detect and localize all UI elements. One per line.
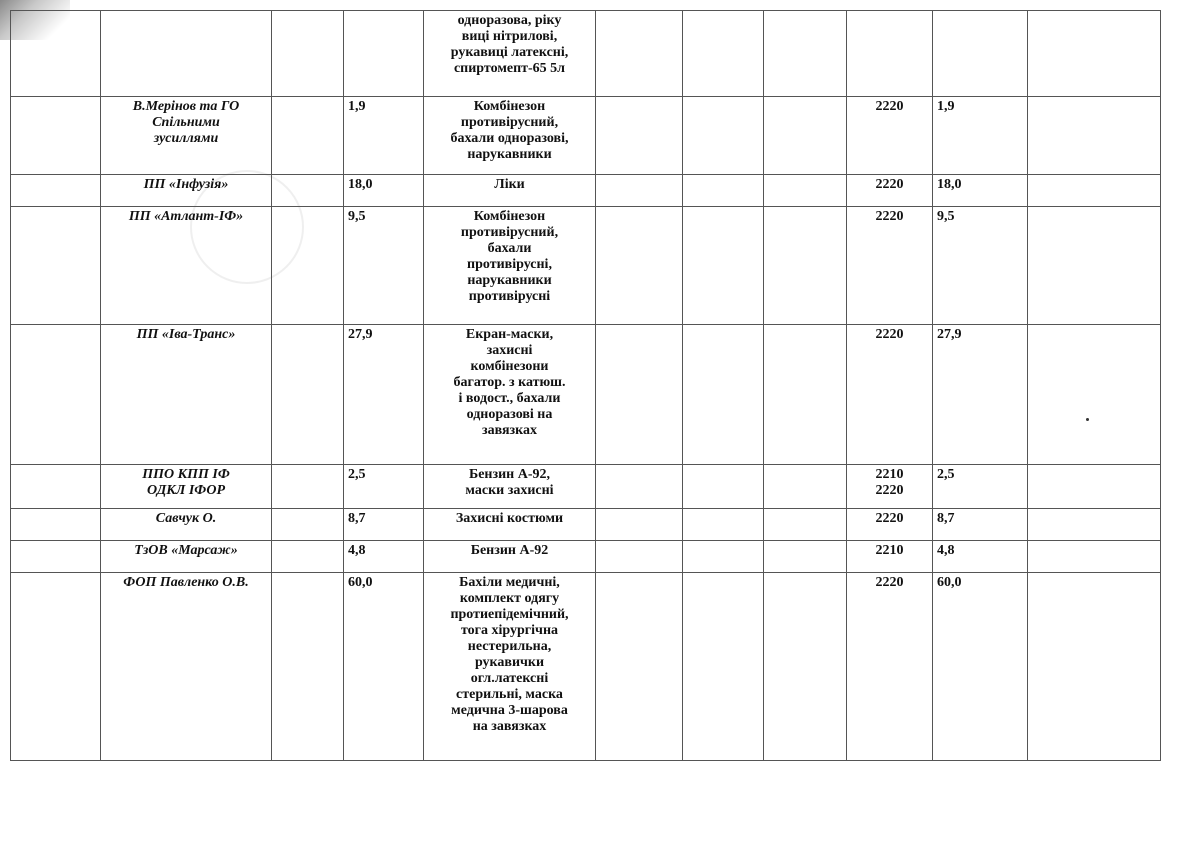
empty-cell xyxy=(1028,97,1161,175)
empty-cell xyxy=(1028,207,1161,325)
supplier-name: ПП «Інфузія» xyxy=(101,175,272,207)
row-index-cell xyxy=(11,573,101,761)
empty-cell xyxy=(272,175,344,207)
empty-cell xyxy=(764,97,847,175)
item-description: Комбінезон противірусний, бахали противірусні, нарукавники противірусні xyxy=(424,207,596,325)
empty-cell xyxy=(272,465,344,509)
empty-cell xyxy=(764,11,847,97)
supplier-name: ПП «Атлант-ІФ» xyxy=(101,207,272,325)
sum-value: 27,9 xyxy=(933,325,1028,465)
kekv-code: 2210 2220 xyxy=(847,465,933,509)
table-row xyxy=(11,541,1161,573)
empty-cell xyxy=(596,541,683,573)
amount-value: 1,9 xyxy=(344,97,424,175)
donations-table xyxy=(10,10,1161,761)
table-row xyxy=(11,97,1161,175)
supplier-name: Савчук О. xyxy=(101,509,272,541)
table-row xyxy=(11,175,1161,207)
sum-value: 1,9 xyxy=(933,97,1028,175)
empty-cell xyxy=(272,573,344,761)
kekv-code: 2220 xyxy=(847,207,933,325)
row-index-cell xyxy=(11,175,101,207)
amount-value: 18,0 xyxy=(344,175,424,207)
amount-value: 4,8 xyxy=(344,541,424,573)
empty-cell xyxy=(272,11,344,97)
empty-cell xyxy=(596,175,683,207)
amount-value xyxy=(344,11,424,97)
kekv-code: 2220 xyxy=(847,509,933,541)
empty-cell xyxy=(596,97,683,175)
row-index-cell xyxy=(11,207,101,325)
empty-cell xyxy=(683,11,764,97)
empty-cell xyxy=(596,509,683,541)
amount-value: 2,5 xyxy=(344,465,424,509)
sum-value: 4,8 xyxy=(933,541,1028,573)
amount-value: 8,7 xyxy=(344,509,424,541)
amount-value: 27,9 xyxy=(344,325,424,465)
item-description: Бахіли медичні, комплект одягу протиепідемічний, тога хірургічна нестерильна, рукавички огл.латексні стерильні, маска медична 3-шарова на завязках xyxy=(424,573,596,761)
empty-cell xyxy=(764,325,847,465)
row-index-cell xyxy=(11,11,101,97)
table-row xyxy=(11,465,1161,509)
empty-cell xyxy=(1028,465,1161,509)
item-description: Бензин А-92 xyxy=(424,541,596,573)
empty-cell xyxy=(1028,11,1161,97)
empty-cell xyxy=(683,175,764,207)
empty-cell xyxy=(596,11,683,97)
row-index-cell xyxy=(11,509,101,541)
item-description: Комбінезон противірусний, бахали одноразові, нарукавники xyxy=(424,97,596,175)
table-row xyxy=(11,509,1161,541)
item-description: Бензин А-92, маски захисні xyxy=(424,465,596,509)
empty-cell xyxy=(272,541,344,573)
empty-cell xyxy=(1028,541,1161,573)
empty-cell xyxy=(683,97,764,175)
empty-cell xyxy=(596,465,683,509)
supplier-name: ППО КПП ІФ ОДКЛ ІФОР xyxy=(101,465,272,509)
empty-cell xyxy=(596,325,683,465)
supplier-name xyxy=(101,11,272,97)
sum-value: 9,5 xyxy=(933,207,1028,325)
empty-cell xyxy=(1028,509,1161,541)
empty-cell xyxy=(683,573,764,761)
table-row xyxy=(11,325,1161,465)
row-index-cell xyxy=(11,541,101,573)
empty-cell xyxy=(272,97,344,175)
sum-value: 2,5 xyxy=(933,465,1028,509)
empty-cell xyxy=(683,207,764,325)
empty-cell xyxy=(764,541,847,573)
empty-cell xyxy=(596,207,683,325)
supplier-name: ПП «Іва-Транс» xyxy=(101,325,272,465)
empty-cell xyxy=(1028,175,1161,207)
item-description: одноразова, ріку виці нітрилові, рукавиці латексні, спиртомепт-65 5л xyxy=(424,11,596,97)
row-index-cell xyxy=(11,465,101,509)
sum-value xyxy=(933,11,1028,97)
empty-cell xyxy=(683,465,764,509)
supplier-name: ТзОВ «Марсаж» xyxy=(101,541,272,573)
item-description: Екран-маски, захисні комбінезони багатор. з катюш. і водост., бахали одноразові на завязках xyxy=(424,325,596,465)
kekv-code: 2210 xyxy=(847,541,933,573)
item-description: Захисні костюми xyxy=(424,509,596,541)
empty-cell xyxy=(1028,325,1161,465)
amount-value: 60,0 xyxy=(344,573,424,761)
kekv-code: 2220 xyxy=(847,175,933,207)
amount-value: 9,5 xyxy=(344,207,424,325)
empty-cell xyxy=(764,573,847,761)
row-index-cell xyxy=(11,325,101,465)
sum-value: 8,7 xyxy=(933,509,1028,541)
empty-cell xyxy=(683,541,764,573)
sum-value: 60,0 xyxy=(933,573,1028,761)
empty-cell xyxy=(683,509,764,541)
kekv-code: 2220 xyxy=(847,97,933,175)
kekv-code xyxy=(847,11,933,97)
kekv-code: 2220 xyxy=(847,573,933,761)
supplier-name: ФОП Павленко О.В. xyxy=(101,573,272,761)
empty-cell xyxy=(272,509,344,541)
empty-cell xyxy=(1028,573,1161,761)
empty-cell xyxy=(272,325,344,465)
item-description: Ліки xyxy=(424,175,596,207)
kekv-code: 2220 xyxy=(847,325,933,465)
table-row xyxy=(11,207,1161,325)
table-row xyxy=(11,11,1161,97)
row-index-cell xyxy=(11,97,101,175)
empty-cell xyxy=(596,573,683,761)
empty-cell xyxy=(683,325,764,465)
empty-cell xyxy=(764,465,847,509)
empty-cell xyxy=(764,509,847,541)
empty-cell xyxy=(764,175,847,207)
empty-cell xyxy=(764,207,847,325)
sum-value: 18,0 xyxy=(933,175,1028,207)
table-row xyxy=(11,573,1161,761)
supplier-name: В.Мерінов та ГО Спільними зусиллями xyxy=(101,97,272,175)
empty-cell xyxy=(272,207,344,325)
